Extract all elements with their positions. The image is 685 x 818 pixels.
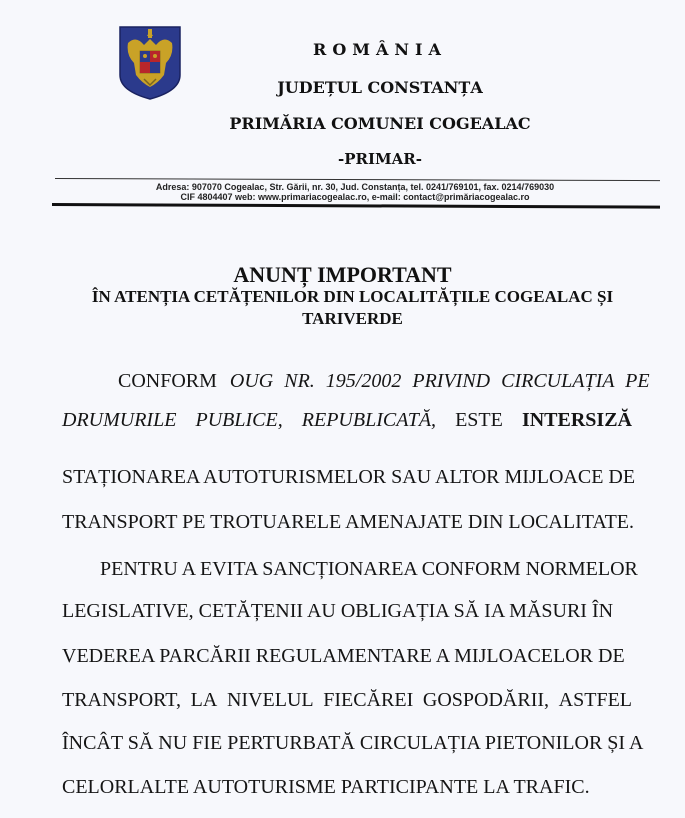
text-span: ASTFEL bbox=[558, 689, 632, 711]
text-span: LA bbox=[190, 689, 218, 711]
letterhead-country: ROMÂNIA bbox=[313, 40, 447, 59]
body-p2-line-3: VEDEREA PARCĂRII REGULAMENTARE A MIJLOACELOR DE bbox=[62, 645, 625, 667]
text-span: DRUMURILE bbox=[62, 409, 177, 431]
text-span: ESTE bbox=[455, 409, 503, 431]
body-p1-line-2 bbox=[62, 409, 632, 432]
text-span: TRANSPORT, bbox=[62, 689, 182, 711]
body-p2-line-5: ÎNCÂT SĂ NU FIE PERTURBATĂ CIRCULAȚIA PIETONILOR ȘI A bbox=[62, 732, 644, 754]
letterhead-divider-thick bbox=[52, 203, 660, 209]
letterhead-town-hall: PRIMĂRIA COMUNEI COGEALAC bbox=[229, 114, 531, 133]
body-p2-line-2: LEGISLATIVE, CETĂȚENII AU OBLIGAȚIA SĂ IA MĂSURI ÎN bbox=[62, 600, 614, 622]
text-span: NIVELUL bbox=[226, 689, 314, 711]
announcement-title: ANUNȚ IMPORTANT bbox=[233, 262, 452, 287]
body-p2-line-1: PENTRU A EVITA SANCȚIONAREA CONFORM NORMELOR bbox=[100, 558, 638, 580]
announcement-subtitle-line-1: ÎN ATENȚIA CETĂȚENILOR DIN LOCALITĂȚILE COGEALAC ȘI bbox=[91, 287, 614, 306]
body-p1-line-3: STAȚIONAREA AUTOTURISMELOR SAU ALTOR MIJLOACE DE bbox=[62, 466, 636, 488]
body-p1-line-1 bbox=[118, 370, 650, 393]
text-span: PUBLICE, bbox=[195, 409, 283, 431]
letterhead-address: Adresa: 907070 Cogealac, Str. Gării, nr. 30, Jud. Constanța, tel. 0241/769101, fax. 0214/769030 bbox=[155, 182, 555, 192]
letterhead-county: JUDEȚUL CONSTANȚA bbox=[277, 78, 483, 97]
announcement-subtitle bbox=[20, 286, 685, 330]
letterhead-divider-thin bbox=[55, 178, 660, 181]
body-p2-line-6: CELORLALTE AUTOTURISME PARTICIPANTE LA TRAFIC. bbox=[62, 776, 590, 798]
announcement-subtitle-line-2: TARIVERDE bbox=[302, 309, 403, 328]
law-reference: OUG NR. 195/2002 PRIVIND CIRCULAȚIA PE bbox=[229, 370, 650, 392]
text-span: CONFORM bbox=[118, 370, 217, 392]
text-span: REPUBLICATĂ, bbox=[301, 409, 437, 431]
letterhead-contact: CIF 4804407 web: www.primariacogealac.ro, e-mail: contact@primăriacogealac.ro bbox=[180, 192, 530, 202]
text-span: FIECĂREI bbox=[323, 689, 414, 711]
body-p1-line-4: TRANSPORT PE TROTUARELE AMENAJATE DIN LOCALITATE. bbox=[62, 511, 635, 533]
text-span: GOSPODĂRII, bbox=[422, 689, 550, 711]
letterhead-role: -PRIMAR- bbox=[338, 150, 422, 168]
emphasis-prohibited: INTERSIZĂ bbox=[521, 409, 632, 431]
body-p2-line-4 bbox=[62, 689, 632, 712]
